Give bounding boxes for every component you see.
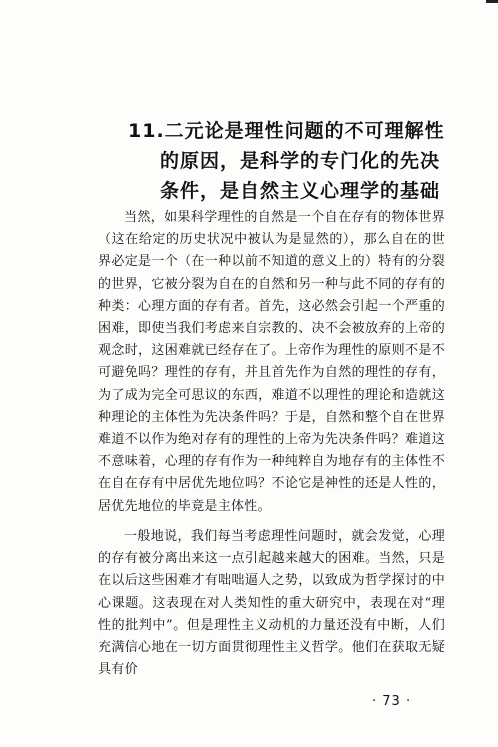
page-number: · 73 · [372,694,412,709]
scan-edge-mark [486,0,498,3]
chapter-title-line-1: 二元论是理性问题的不可理解性 [164,120,445,142]
body-paragraph-2 [98,526,445,681]
paragraph-text: 当然，如果科学理性的自然是一个自在存有的物体世界（这在给定的历史状况中被认为是显然的），那么自在的世界必定是一个（在一种以前不知道的意义上的）特有的分裂的世界，它被分裂为自在的自然和另一种与此不同的存有的种类：心理方面的存有者。首先，这必然会引起一个严重的困难，即使当我们考虑来自宗教的、决不会被放弃的上帝的观念时，这困难就已经存在了。上帝作为理性的原则不是不可避免吗？理性的存有，并且首先作为自然的理性的存有，为了成为完全可思议的东西，难道不以理性的理论和造就这种理论的主体性为先决条件吗？于是，自然和整个自在世界难道不以作为绝对存有的理性的上帝为先决条件吗？难道这不意味着，心理的存有作为一种纯粹自为地存有的主体性不在自在存有中居优先地位吗？不论它是神性的还是人性的，居优先地位的毕竟是主体性。 [98,210,445,514]
body-paragraph-1 [98,207,445,518]
chapter-heading-line-1 [128,116,445,147]
chapter-number: 11. [128,120,165,142]
chapter-title-line-2: 的原因，是科学的专门化的先决 [160,150,441,172]
paragraph-text: 一般地说，我们每当考虑理性问题时，就会发觉，心理的存有被分离出来这一点引起越来越大的困难。当然，只是在以后这些困难才有咄咄逼人之势，以致成为哲学探讨的中心课题。这表现在对人类知性的重大研究中，表现在对“理性的批判中”。但是理性主义动机的力量还没有中断，人们充满信心地在一切方面贯彻理性主义哲学。他们在获取无疑具有价 [98,529,445,678]
chapter-title-line-3: 条件，是自然主义心理学的基础 [160,180,441,202]
